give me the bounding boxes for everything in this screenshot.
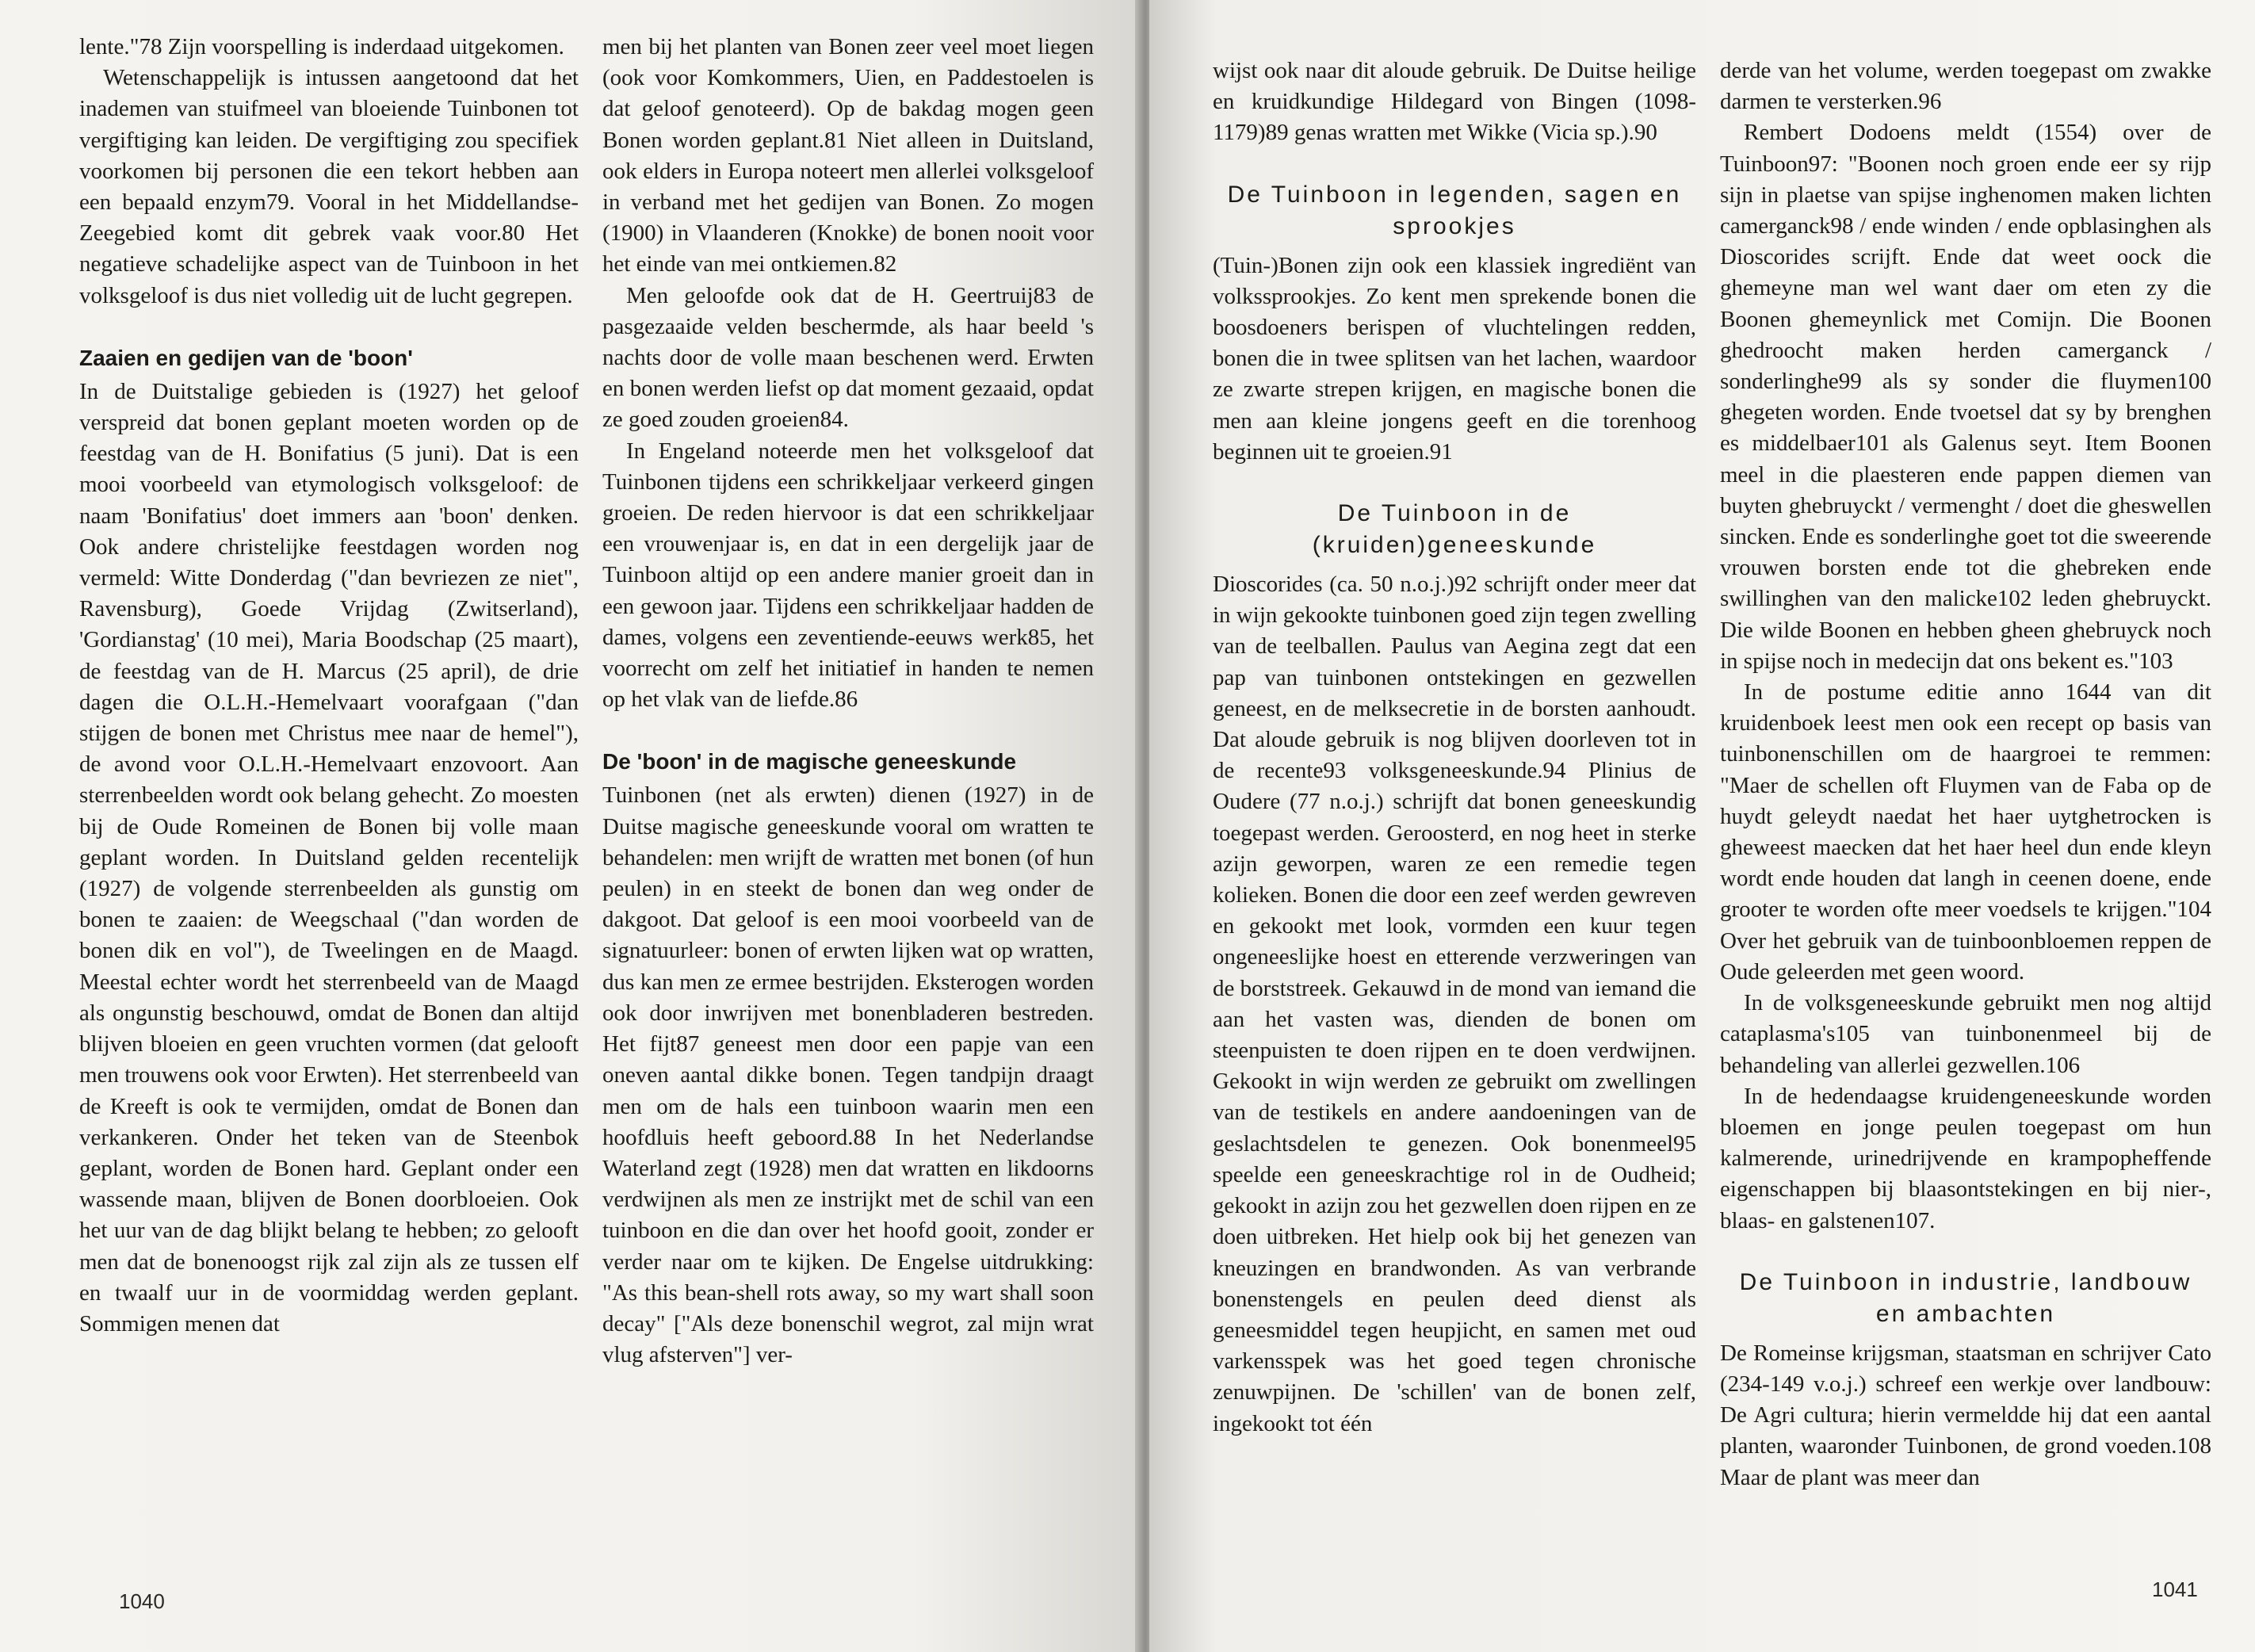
right-page — [1149, 0, 2255, 1652]
paragraph: (Tuin-)Bonen zijn ook een klassiek ingrediënt van volkssprookjes. Zo kent men sprekende bonen die boosdoeners berispen of vluchtelingen redden, bonen die in twee splitsen van het lachen, waardoor ze zwarte strepen krijgen, en magische bonen die men aan kleine jongens geeft en die torenhoog beginnen uit te groeien.91 — [1213, 252, 1696, 465]
paragraph: In de hedendaagse kruidengeneeskunde worden bloemen en jonge peulen toegepast om hun kalmerende, urinedrijvende en krampopheffende eigenschappen bij blaasontstekingen en bij nier-, blaas- en galstenen107. — [1720, 1083, 2211, 1233]
paragraph: lente."78 Zijn voorspelling is inderdaad uitgekomen. — [79, 34, 564, 59]
paragraph: derde van het volume, werden toegepast om zwakke darmen te versterken.96 — [1720, 58, 2211, 115]
page-number: 1041 — [2152, 1577, 2198, 1601]
paragraph: In de volksgeneeskunde gebruikt men nog altijd cataplasma's105 van tuinbonenmeel bij de behandeling van allerlei gezwellen.106 — [1720, 990, 2211, 1078]
paragraph: Tuinbonen (net als erwten) dienen (1927) in de Duitse magische geneeskunde vooral om wratten te behandelen: men wrijft de wratten met bonen (of hun peulen) in en steekt de bonen dan weg onder de dakgoot. Dat geloof is een mooi voorbeeld van de signatuurleer: bonen of erwten lijken wat op wratten, dus kan men ze ermee bestrijden. Eksterogen worden ook door inwrijven met bonenbladeren bestreden. Het fijt87 geneest men door een papje van een oneven aantal dikke bonen. Tegen tandpijn draagt men om de hals een tuinboon waarin men een hoofdluis heeft geboord.88 In het Nederlandse Waterland zegt (1928) men dat wratten en likdoorns verdwijnen als men ze instrijkt met de schil van een tuinboon en die dan over het hoofd gooit, zonder er verder naar om te kijken. De Engelse uitdrukking: "As this bean-shell rots away, so my wart shall soon decay" ["Als deze bonenschil wegrot, zal mijn wrat vlug afsterven"] ver- — [602, 782, 1094, 1368]
page-number: 1040 — [119, 1589, 165, 1613]
paragraph: In Engeland noteerde men het volksgeloof dat Tuinbonen tijdens een schrikkeljaar verkeerd gingen groeien. De reden hiervoor is dat een schrikkeljaar een vrouwenjaar is, en dat in een dergelijk jaar de Tuinboon altijd op een andere manier groeit dan in een gewoon jaar. Tijdens een schrikkeljaar hadden de dames, volgens een zeventiende-eeuws werk85, het voorrecht om zelf het initiatief in handen te nemen op het vlak van de liefde.86 — [602, 438, 1094, 713]
paragraph: Dioscorides (ca. 50 n.o.j.)92 schrijft onder meer dat in wijn gekookte tuinbonen goed zijn tegen zwelling van de teelballen. Paulus van Aegina zegt dat een pap van tuinbonen ontstekingen en gezwellen geneest, en de melksecretie in de borsten aanhoudt. Dat aloude gebruik is nog blijven doorleven tot in de recente93 volksgeneeskunde.94 Plinius de Oudere (77 n.o.j.) schrijft dat bonen geneeskundig toegepast werden. Geroosterd, en nog heet in sterke azijn geworpen, waren ze een remedie tegen kolieken. Bonen die door een zeef werden gewreven en gekookt met look, vormden een kuur tegen ongeneeslijke hoest en etterende verzweringen van de borststreek. Gekauwd in de mond van iemand die aan het vasten was, dienden de bonen om steenpuisten te doen rijpen en te doen verdwijnen. Gekookt in wijn werden ze gebruikt om zwellingen van de testikels en andere aandoeningen van de geslachtsdelen te genezen. Ook bonenmeel95 speelde een geneeskrachtige rol in de Oudheid; gekookt in azijn zou het gezwellen doen rijpen en ze doen uitbreken. Het hielp ook bij het genezen van kneuzingen en brandwonden. As van verbrande bonenstengels en peulen deed dienst als geneesmiddel tegen heupjicht, en samen met oud varkensspek was het goed tegen chronische zenuwpijnen. De 'schillen' van de bonen zelf, ingekookt tot één — [1213, 572, 1696, 1436]
right-column-2 — [1720, 55, 2211, 1493]
paragraph: men bij het planten van Bonen zeer veel moet liegen (ook voor Komkommers, Uien, en Paddestoelen is dat geloof genoteerd). Op de bakdag mogen geen Bonen worden geplant.81 Niet alleen in Duitsland, ook elders in Europa noteert men allerlei volksgeloof in verband met het gedijen van Bonen. Zo mogen (1900) in Vlaanderen (Knokke) de bonen nooit voor het einde van mei ontkiemen.82 — [602, 34, 1094, 277]
paragraph: Wetenschappelijk is intussen aangetoond dat het inademen van stuifmeel van bloeiende Tuinbonen tot vergiftiging kan leiden. De vergiftiging zou specifiek voorkomen bij personen die een tekort hebben aan een bepaald enzym79. Vooral in het Middellandse-Zeegebied komt dit gebrek vaak voor.80 Het negatieve schadelijke aspect van de Tuinboon in het volksgeloof is dus niet volledig uit de lucht gegrepen. — [79, 65, 579, 308]
section-heading: De Tuinboon in industrie, landbouw en ambachten — [1739, 1268, 2192, 1327]
section-heading: De 'boon' in de magische geneeskunde — [602, 749, 1017, 774]
paragraph: Rembert Dodoens meldt (1554) over de Tuinboon97: "Boonen noch groen ende eer sy rijp sijn in plaetse van spijse inghenomen maken lichten camerganck98 / ende winden / ende opblasinghen als Dioscorides scrijft. Ende dat weet oock die ghemeyne man wel want daer om eten zy die Boonen ghemeynlick met Comijn. Die Boonen ghedroocht maken herden camerganck / sonderlinghe99 als sy sonder die fluymen100 ghegeten worden. Ende tvoetsel dat sy by brenghen es middelbaer101 als Galenus seyt. Item Boonen meel in die plaesteren ende pappen diemen van buyten ghebruyckt / vermenght / doet die gheswellen sincken. Ende es sonderlinghe goet tot die sweerende vrouwen borsten ende tot die ghebreken ende swillinghen van den malicke102 leden ghebruyckt. Die wilde Boonen en hebben gheen ghebruyck noch in spijse noch in medecijn dat ons bekent es."103 — [1720, 120, 2211, 674]
paragraph: Men geloofde ook dat de H. Geertruij83 de pasgezaaide velden beschermde, als haar beeld 's nachts door de volle maan beschenen werd. Erwten en bonen werden liefst op dat moment gezaaid, opdat ze goed zouden groeien84. — [602, 282, 1094, 433]
left-column-2 — [602, 32, 1094, 1371]
section-heading: Zaaien en gedijen van de 'boon' — [79, 345, 413, 370]
paragraph: De Romeinse krijgsman, staatsman en schrijver Cato (234-149 v.o.j.) schreef een werkje over landbouw: De Agri cultura; hierin vermeldde hij dat een aantal planten, waaronder Tuinbonen, de grond voeden.108 Maar de plant was meer dan — [1720, 1340, 2211, 1490]
right-column-1 — [1213, 55, 1696, 1440]
paragraph: In de Duitstalige gebieden is (1927) het geloof verspreid dat bonen geplant moeten worden op de feestdag van de H. Bonifatius (5 juni). Dat is een mooi voorbeeld van etymologisch volksgeloof: de naam 'Bonifatius' doet immers aan 'boon' denken. Ook andere christelijke feestdagen worden nog vermeld: Witte Donderdag ("dan bevriezen ze niet", Ravensburg), Goede Vrijdag (Zwitserland), 'Gordianstag' (10 mei), Maria Boodschap (25 maart), de feestdag van de H. Marcus (25 april), de drie dagen die O.L.H.-Hemelvaart voorafgaan ("dan stijgen de bonen met Christus mee naar de hemel"), de avond voor O.L.H.-Hemelvaart enzovoort. Aan sterrenbeelden wordt ook belang gehecht. Zo moesten bij de Oude Romeinen de Bonen bij volle maan geplant worden. In Duitsland gelden recentelijk (1927) de volgende sterrenbeelden als gunstig om bonen te zaaien: de Weegschaal ("dan worden de bonen dik en vol"), de Tweelingen en de Maagd. Meestal echter wordt het sterrenbeeld van de Maagd als ongunstig beschouwd, omdat de Bonen dan altijd blijven bloeien en geen vruchten vormen (dat gelooft men trouwens ook voor Erwten). Het sterrenbeeld van de Kreeft is ook te vermijden, omdat de Bonen dan verkankeren. Onder het teken van de Steenbok geplant, worden de Bonen hard. Geplant onder een wassende maan, blijven de Bonen doorbloeien. Ook het uur van de dag blijkt belang te hebben; zo gelooft men dat de bonenoogst rijk zal zijn als ze tussen elf en twaalf uur in de voormiddag werden geplant. Sommigen menen dat — [79, 378, 579, 1337]
paragraph: wijst ook naar dit aloude gebruik. De Duitse heilige en kruidkundige Hildegard von Bingen (1098-1179)89 genas wratten met Wikke (Vicia sp.).90 — [1213, 58, 1696, 146]
paragraph: In de postume editie anno 1644 van dit kruidenboek leest men ook een recept op basis van tuinbonenschillen om de haargroei te remmen: "Maer de schellen oft Fluymen van de Faba op de huydt geleydt naedat het haer uytghetrocken is gheweest maecken dat het haer heel dun ende kleyn wordt ende houden dat langh in ceenen doene, ende grooter te worden ofte meer voedsels te krijgen."104 Over het gebruik van de tuinboonbloemen reppen de Oude geleerden met geen woord. — [1720, 679, 2211, 985]
section-heading: De Tuinboon in legenden, sagen en sprookjes — [1227, 181, 1682, 239]
left-column-1 — [79, 32, 579, 1340]
section-heading: De Tuinboon in de (kruiden)geneeskunde — [1312, 500, 1597, 559]
